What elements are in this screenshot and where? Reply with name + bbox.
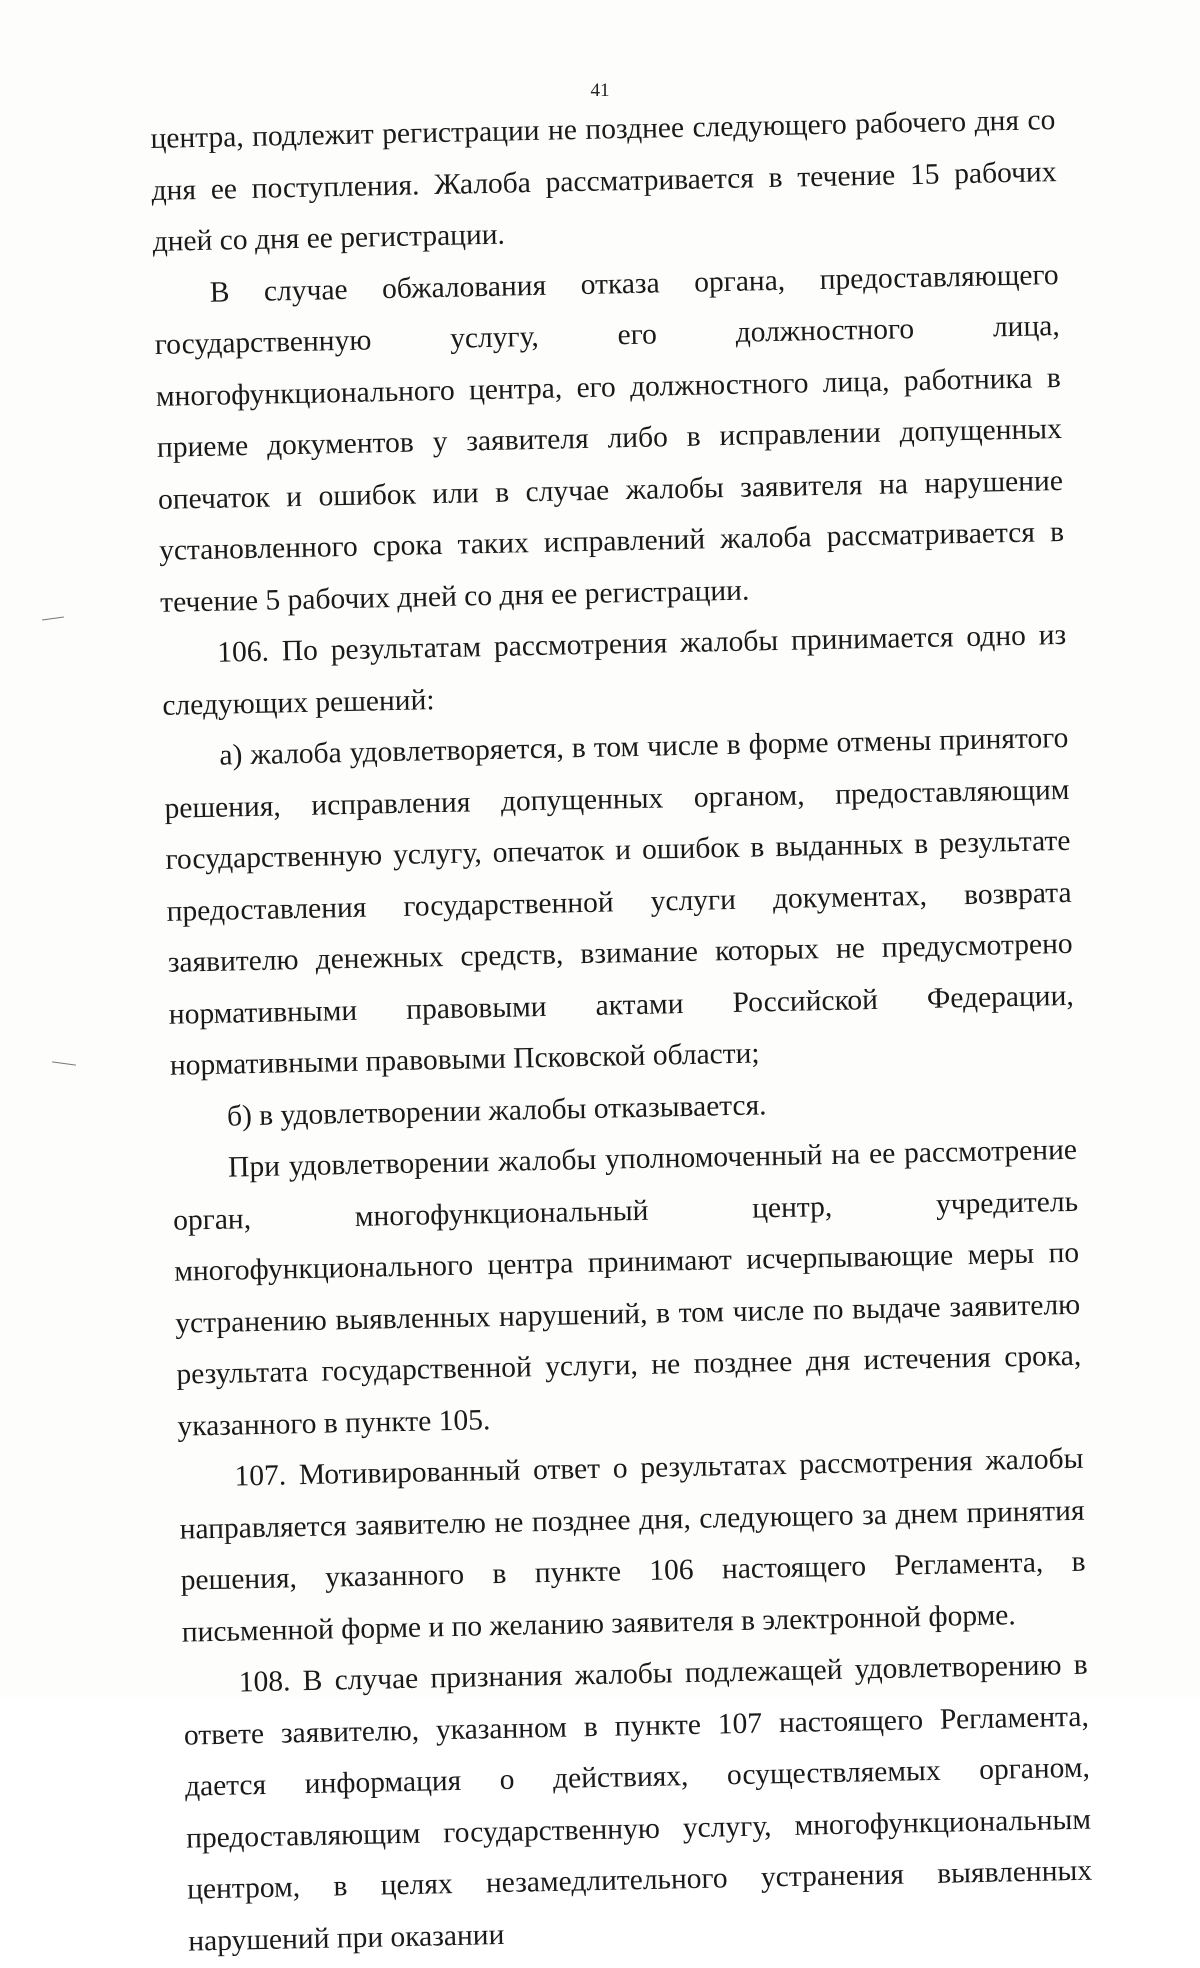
- document-body: [150, 95, 1094, 1968]
- page-number: 41: [590, 80, 610, 101]
- scan-margin-mark: [52, 1061, 76, 1065]
- paragraph-continuation: центра, подлежит регистрации не позднее следующего рабочего дня со дня ее поступления. Жалоба рассматривается в течение 15 рабочих дней со дня ее регистрации.: [150, 104, 1057, 258]
- paragraph-108: 108. В случае признания жалобы подлежащей удовлетворению в ответе заявителю, указанном в пункте 107 настоящего Регламента, дается информация о действиях, осуществляемых органом, предоставляющим государственную услугу, многофункциональным центром, в целях незамедлительного устранения выявленных нарушений при оказании: [183, 1648, 1093, 1958]
- paragraph-satisfaction-measures: При удовлетворении жалобы уполномоченный на ее рассмотрение орган, многофункциональный центр, учредитель многофункционального центра принимают исчерпывающие меры по устранению выявленных нарушений, в том числе по выдаче заявителю результата государственной услуги, не позднее дня истечения срока, указанного в пункте 105.: [172, 1133, 1082, 1443]
- paragraph-107: 107. Мотивированный ответ о результатах рассмотрения жалобы направляется заявителю не позднее дня, следующего за днем принятия решения, указанного в пункте 106 настоящего Регламента, в письменной форме и по желанию заявителя в электронной форме.: [179, 1442, 1086, 1649]
- paragraph-106-a: а) жалоба удовлетворяется, в том числе в форме отмены принятого решения, исправления допущенных органом, предоставляющим государственную услугу, опечаток и ошибок в выданных в результате предоставления государственной услуги документах, возврата заявителю денежных средств, взимание которых не предусмотрено нормативными правовыми актами Российской Федерации, нормативными правовыми Псковской области;: [164, 721, 1074, 1082]
- scan-margin-mark: [42, 616, 64, 620]
- paragraph-appeal-refusal: В случае обжалования отказа органа, предоставляющего государственную услугу, его должностного лица, многофункционального центра, его должностного лица, работника в приеме документов у заявителя либо в исправлении допущенных опечаток и ошибок или в случае жалобы заявителя на нарушение установленного срока таких исправлений жалоба рассматривается в течение 5 рабочих дней со дня ее регистрации.: [154, 258, 1065, 619]
- paragraph-106: 106. По результатам рассмотрения жалобы принимается одно из следующих решений:: [162, 618, 1067, 722]
- paragraph-106-b: б) в удовлетворении жалобы отказывается.: [226, 1088, 767, 1133]
